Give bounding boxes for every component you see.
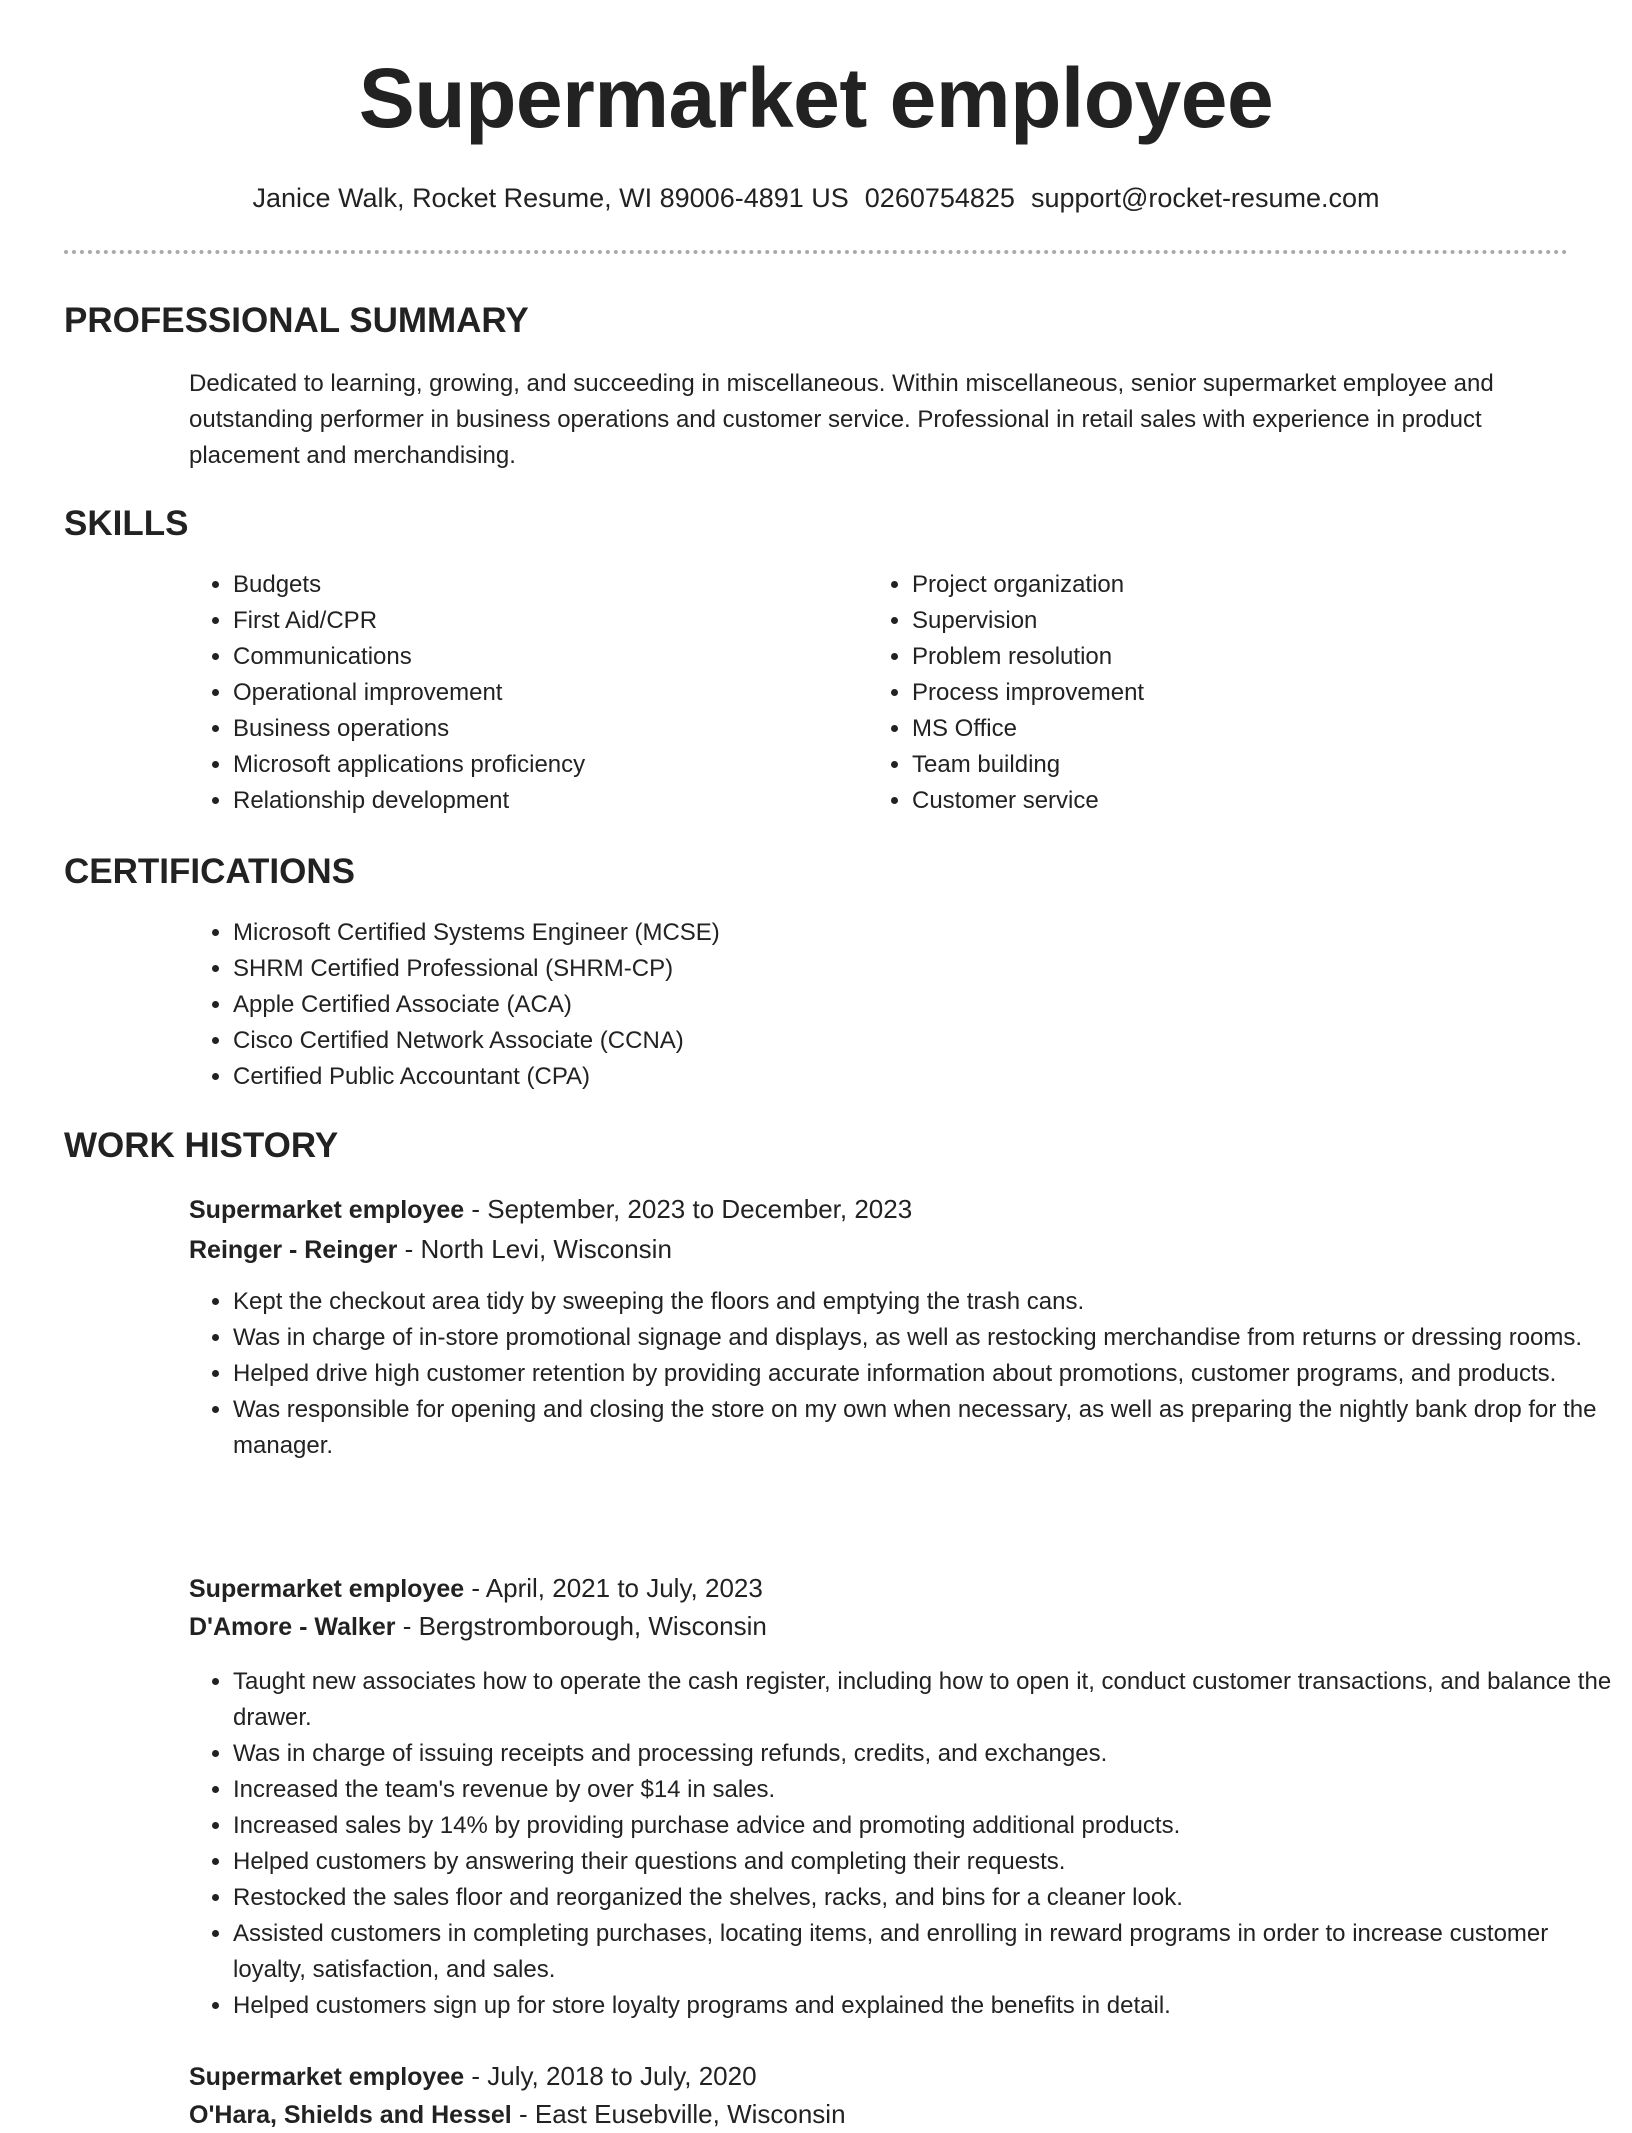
job-location: - Bergstromborough, Wisconsin <box>395 1611 767 1641</box>
contact-line <box>0 180 1632 216</box>
skill-item: • Business operations <box>233 711 833 747</box>
certification-item: • SHRM Certified Professional (SHRM-CP) <box>233 951 1533 987</box>
skill-item: • First Aid/CPR <box>233 603 833 639</box>
job-title: Supermarket employee <box>189 1575 465 1603</box>
job-company-line <box>189 1608 767 1645</box>
skill-item: • Customer service <box>912 783 1512 819</box>
certifications-heading: CERTIFICATIONS <box>64 852 356 891</box>
job-duty: • Helped customers sign up for store loyalty programs and explained the benefits in detail. <box>233 1988 1613 2024</box>
job-dates: - April, 2021 to July, 2023 <box>464 1573 763 1603</box>
job-duty: • Was responsible for opening and closing the store on my own when necessary, as well as preparing the nightly bank drop for the manager. <box>233 1392 1613 1464</box>
job-duty: • Taught new associates how to operate the cash register, including how to open it, conduct customer transactions, and balance the drawer. <box>233 1664 1613 1736</box>
skill-item: • Communications <box>233 639 833 675</box>
skills-list-right <box>868 567 1512 819</box>
job-company: Reinger - Reinger <box>189 1236 398 1264</box>
job-duties-list <box>189 1284 1613 1464</box>
header-divider <box>64 250 1568 254</box>
job-company: D'Amore - Walker <box>189 1613 396 1641</box>
job-duty: • Was in charge of in-store promotional signage and displays, as well as restocking merchandise from returns or dressing rooms. <box>233 1320 1613 1356</box>
summary-heading: PROFESSIONAL SUMMARY <box>64 301 529 340</box>
certifications-list <box>189 915 1533 1095</box>
skill-item: • Project organization <box>912 567 1512 603</box>
job-duty: • Increased the team's revenue by over $14 in sales. <box>233 1772 1613 1808</box>
job-company: O'Hara, Shields and Hessel <box>189 2101 512 2129</box>
summary-text: Dedicated to learning, growing, and succeeding in miscellaneous. Within miscellaneous, senior supermarket employee and outstanding performer in business operations and customer service. Professional in retail sales with experience in product placement and merchandising. <box>189 370 1494 469</box>
skill-item: • MS Office <box>912 711 1512 747</box>
skill-item: • Budgets <box>233 567 833 603</box>
job-duty: • Restocked the sales floor and reorganized the shelves, racks, and bins for a cleaner look. <box>233 1880 1613 1916</box>
job-duty: • Was in charge of issuing receipts and processing refunds, credits, and exchanges. <box>233 1736 1613 1772</box>
skills-list-left <box>189 567 833 819</box>
certification-item: • Certified Public Accountant (CPA) <box>233 1059 1533 1095</box>
job-dates: - September, 2023 to December, 2023 <box>464 1194 913 1224</box>
job-duty: • Increased sales by 14% by providing purchase advice and promoting additional products. <box>233 1808 1613 1844</box>
job-duty: • Kept the checkout area tidy by sweeping the floors and emptying the trash cans. <box>233 1284 1613 1320</box>
contact-address: Janice Walk, Rocket Resume, WI 89006-4891 US <box>252 183 849 213</box>
certification-item: • Cisco Certified Network Associate (CCNA) <box>233 1023 1533 1059</box>
job-duty: • Helped drive high customer retention by providing accurate information about promotions, customer programs, and products. <box>233 1356 1613 1392</box>
job-title: Supermarket employee <box>189 1196 465 1224</box>
skill-item: • Microsoft applications proficiency <box>233 747 833 783</box>
skill-item: • Process improvement <box>912 675 1512 711</box>
skill-item: • Team building <box>912 747 1512 783</box>
certification-item: • Microsoft Certified Systems Engineer (MCSE) <box>233 915 1533 951</box>
job-company-line <box>189 1231 672 1268</box>
skill-item: • Supervision <box>912 603 1512 639</box>
job-title-line <box>189 1191 912 1228</box>
resume-name: Supermarket employee <box>358 51 1274 145</box>
skill-item: • Operational improvement <box>233 675 833 711</box>
job-company-line <box>189 2096 846 2133</box>
job-duties-list <box>189 1664 1613 2024</box>
job-duty: • Helped customers by answering their questions and completing their requests. <box>233 1844 1613 1880</box>
job-title-line <box>189 1570 763 1607</box>
job-title: Supermarket employee <box>189 2063 465 2091</box>
job-location: - East Eusebville, Wisconsin <box>511 2099 846 2129</box>
certification-item: • Apple Certified Associate (ACA) <box>233 987 1533 1023</box>
contact-phone: 0260754825 <box>864 183 1015 213</box>
skills-heading: SKILLS <box>64 504 189 543</box>
work-history-heading: WORK HISTORY <box>64 1126 339 1165</box>
job-location: - North Levi, Wisconsin <box>397 1234 672 1264</box>
skill-item: • Problem resolution <box>912 639 1512 675</box>
job-dates: - July, 2018 to July, 2020 <box>464 2061 757 2091</box>
job-duty: • Assisted customers in completing purchases, locating items, and enrolling in reward programs in order to increase customer loyalty, satisfaction, and sales. <box>233 1916 1613 1988</box>
contact-email: support@rocket-resume.com <box>1030 183 1380 213</box>
skill-item: • Relationship development <box>233 783 833 819</box>
job-title-line <box>189 2058 757 2095</box>
